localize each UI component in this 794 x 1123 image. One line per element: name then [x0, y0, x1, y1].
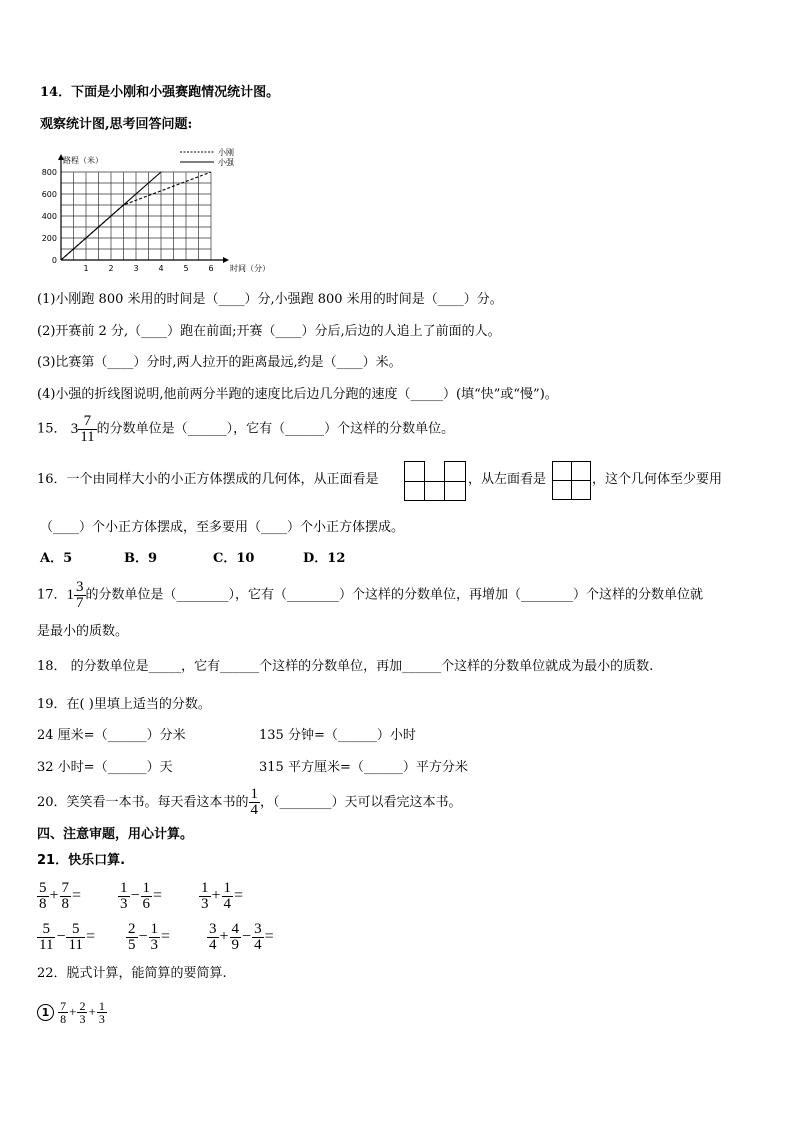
q20-text1: 20．笑笑看一本书。每天看这本书的: [37, 795, 249, 810]
q14-part4: (4)小强的折线图说明,他前两分半跑的速度比后边几分跑的速度（_____）(填“快”或“慢”)。: [37, 387, 558, 402]
q16-option-c: C．10: [213, 551, 255, 566]
q21-expr-5: $\frac{2}{5}$ − $\frac{1}{3}$ =: [128, 920, 171, 953]
q19-item1: 24 厘米=（______）分米: [37, 728, 186, 743]
x-tick-label: 6: [208, 264, 214, 273]
q22-expr-1: 1 $\frac{7}{8}$ + $\frac{2}{3}$ + $\frac{1}{3}$: [37, 994, 107, 1031]
q22-title: 22．脱式计算，能简算的要简算.: [37, 966, 227, 981]
q17-line2: 是最小的质数。: [37, 624, 129, 639]
y-tick-label: 200: [41, 234, 57, 243]
section4-heading: 四、注意审题，用心计算。: [37, 827, 194, 842]
left-view-figure: [552, 461, 590, 499]
q14-part3: (3)比赛第（____）分时,两人拉开的距离最远,约是（____）米。: [37, 355, 402, 370]
q14-part2: (2)开赛前 2 分,（____）跑在前面;开赛（____）分后,后边的人追上了前面的人。: [37, 324, 501, 339]
q21-expr-4: $\frac{5}{11}$ − $\frac{5}{11}$ =: [39, 920, 95, 953]
q21-expr-6: $\frac{3}{4}$ + $\frac{4}{9}$ − $\frac{3}{4}$ =: [209, 920, 274, 953]
q17: [37, 578, 703, 613]
chart-axes: [58, 154, 229, 263]
chart-labels: [42, 147, 270, 273]
q15-fraction: $\frac{7}{11}$: [80, 412, 95, 445]
q17-number: 17．: [37, 587, 67, 603]
q19-item3: 32 小时=（______）天: [37, 760, 173, 775]
x-axis-label: 时间（分）: [230, 264, 270, 273]
q16-option-a: A．5: [40, 551, 73, 566]
q14-subtitle: 观察统计图,思考回答问题:: [40, 117, 193, 132]
q21-title: 21．快乐口算.: [37, 853, 126, 868]
legend-label-2: 小强: [218, 158, 234, 167]
q16-text3: ，这个几何体至少要用: [592, 472, 723, 487]
q19-item4: 315 平方厘米=（______）平方分米: [259, 760, 468, 775]
q16-text2: ，从左面看是: [468, 472, 547, 487]
q21-expr-3: $\frac{1}{3}$ + $\frac{1}{4}$ =: [201, 879, 244, 912]
q21-expr-1: $\frac{5}{8}$ + $\frac{7}{8}$ =: [39, 879, 82, 912]
q16-text1: 16．一个由同样大小的小正方体摆成的几何体，从正面看是: [37, 472, 379, 487]
q16-option-b: B．9: [124, 551, 158, 566]
legend-label-1: 小刚: [218, 148, 234, 157]
y-tick-label: 400: [41, 212, 57, 221]
q19-title: 19．在( )里填上适当的分数。: [37, 697, 211, 712]
y-axis-label: 路程（米）: [63, 156, 103, 165]
q15-text: 的分数单位是（______），它有（______）个这样的分数单位。: [96, 421, 455, 437]
q15-whole: 3: [70, 421, 79, 437]
y-tick-label: 0: [51, 256, 57, 265]
q21-expr-2: $\frac{1}{3}$ − $\frac{1}{6}$ =: [120, 879, 163, 912]
x-tick-label: 2: [108, 264, 114, 273]
q20: [37, 786, 462, 820]
q18: 18． 的分数单位是_____，它有______个这样的分数单位，再加______个这样的分数单位就成为最小的质数.: [37, 659, 654, 674]
x-tick-label: 1: [83, 264, 89, 273]
x-tick-label: 4: [158, 264, 164, 273]
x-tick-label: 3: [133, 264, 139, 273]
race-line-chart: [30, 144, 280, 276]
q17-whole: 1: [66, 587, 75, 603]
q15-number: 15．: [37, 421, 67, 437]
x-tick-label: 5: [183, 264, 189, 273]
q14-title: 14．下面是小刚和小强赛跑情况统计图。: [40, 85, 280, 100]
circled-number-marker: 1: [37, 1004, 54, 1021]
y-tick-label: 600: [41, 190, 57, 199]
x-axis-arrow: [223, 257, 229, 263]
q20-text2: ，（________）天可以看完这本书。: [260, 795, 462, 810]
q19-item2: 135 分钟=（______）小时: [259, 728, 416, 743]
q16-option-d: D．12: [303, 551, 346, 566]
q15: [37, 412, 454, 447]
q20-fraction: $\frac{1}{4}$: [250, 786, 259, 818]
q16-text4: （____）个小正方体摆成，至多要用（____）个小正方体摆成。: [40, 520, 405, 535]
q17-fraction: $\frac{3}{7}$: [76, 578, 84, 611]
chart-grid: [61, 172, 211, 260]
q14-part1: (1)小刚跑 800 米用的时间是（____）分,小强跑 800 米用的时间是（____）分。: [37, 292, 503, 307]
y-tick-label: 800: [41, 168, 57, 177]
front-view-figure: [404, 461, 466, 501]
q17-text: 的分数单位是（________），它有（________）个这样的分数单位，再增加（________）个这样的分数单位就: [85, 587, 704, 603]
